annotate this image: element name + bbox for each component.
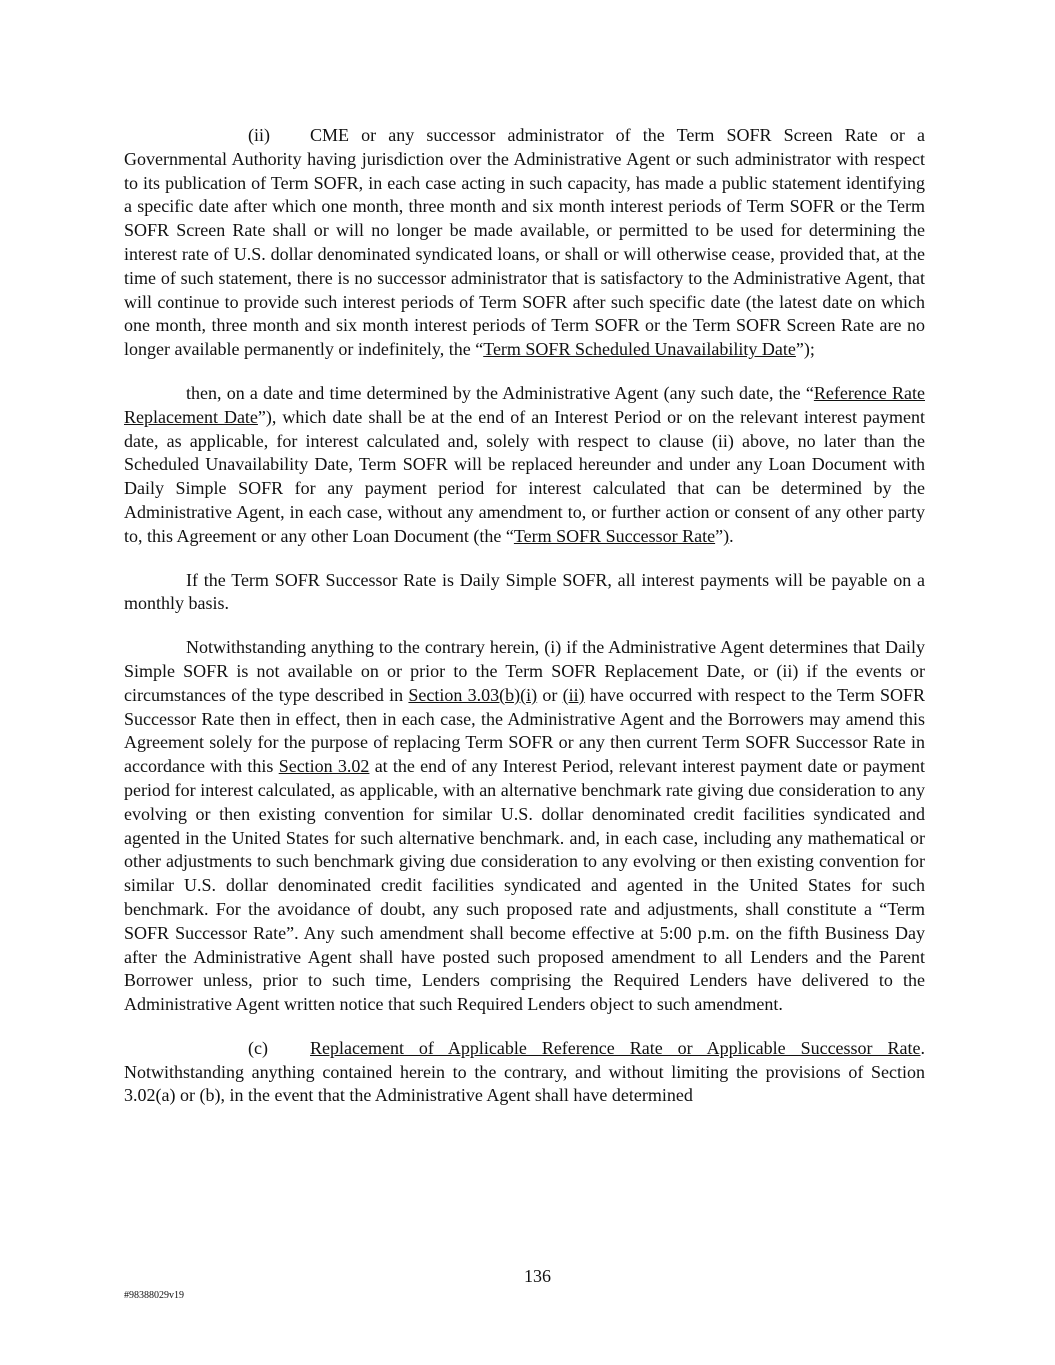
defined-term-term-sofr-successor-rate: Term SOFR Successor Rate: [513, 525, 716, 546]
paragraph-ii-text-1: CME or any successor administrator of the Term SOFR Screen Rate or a Governmental Authority having jurisdiction over the Administrative Agent or such administrator with respect to its publication of Term SOFR, in each case acting in such capacity, has made a public statement identifying a specific date after which one month, three month and six month interest periods of Term SOFR or the Term SOFR Screen Rate shall or will no longer be made available, or permitted to be used for determining the interest rate of U.S. dollar denominated syndicated loans, or shall or will otherwise cease, provided that, at the time of such statement, there is no successor administrator that is satisfactory to the Administrative Agent, that will continue to provide such interest periods of Term SOFR after such specific date (the latest date on which one month, three month and six month interest periods of Term SOFR or the Term SOFR Screen Rate are no longer available permanently or indefinitely, the “: [124, 125, 925, 360]
paragraph-then-text-4: .: [729, 525, 734, 546]
document-page: [124, 124, 925, 1128]
paragraph-ii-text-2: ”);: [795, 339, 815, 360]
paragraph-then-closing-paren: ): [723, 525, 730, 546]
paragraph-monthly: [124, 569, 925, 617]
clause-label-ii: (ii): [248, 125, 270, 145]
paragraph-then-text-1: then, on a date and time determined by the Administrative Agent (any such date, the “: [186, 382, 814, 403]
page-number: 136: [524, 1266, 551, 1286]
paragraph-notwithstanding: [124, 636, 925, 1017]
section-heading-replacement: Replacement of Applicable Reference Rate or Applicable Successor Rate: [310, 1037, 921, 1058]
clause-label-c: (c): [248, 1037, 268, 1058]
document-id: #98388029v19: [124, 1290, 184, 1301]
defined-term-reference-rate-replacement-date: Reference Rate Replacement Date: [124, 382, 925, 427]
paragraph-notwithstanding-text-1: Notwithstanding anything to the contrary herein, (i) if the Administrative Agent determines that Daily Simple SOFR is not available on or prior to the Term SOFR Replacement Date, or (ii) if the events or circumstances of the type described in: [124, 637, 925, 705]
paragraph-notwithstanding-text-2: or: [537, 684, 563, 705]
defined-term-scheduled-unavailability-date: Term SOFR Scheduled Unavailability Date: [483, 339, 796, 360]
paragraph-monthly-text: If the Term SOFR Successor Rate is Daily Simple SOFR, all interest payments will be payable on a monthly basis.: [124, 569, 925, 614]
paragraph-then-text-3: ”: [715, 525, 724, 546]
paragraph-notwithstanding-text-3: have occurred with respect to the Term SOFR Successor Rate then in effect, then in each case, the Administrative Agent and the Borrowers may amend this Agreement solely for the purpose of replacing Term SOFR or any then current Term SOFR Successor Rate in accordance with this: [124, 684, 925, 777]
paragraph-ii: [124, 124, 925, 362]
paragraph-c: [124, 1037, 925, 1108]
paragraph-notwithstanding-text-4: at the end of any Interest Period, relevant interest payment date or payment period for interest calculated, as applicable, with an alternative benchmark rate giving due consideration to any evolving or then existing convention for similar U.S. dollar denominated credit facilities syndicated and agented in the United States for such alternative benchmark. and, in each case, including any mathematical or other adjustments to such benchmark giving due consideration to any evolving or then existing convention for similar U.S. dollar denominated credit facilities syndicated and agented in the United States for such benchmark. For the avoidance of doubt, any such proposed rate and adjustments, shall constitute a “Term SOFR Successor Rate”. Any such amendment shall become effective at 5:00 p.m. on the fifth Business Day after the Administrative Agent shall have posted such proposed amendment to all Lenders and the Parent Borrower unless, prior to such time, Lenders comprising the Required Lenders have delivered to the Administrative Agent written notice that such Required Lenders object to such amendment.: [124, 756, 925, 1015]
paragraph-then-text-2: ”), which date shall be at the end of an Interest Period or on the relevant interest payment date, as applicable, for interest calculated and, solely with respect to clause (ii) above, no later than the Scheduled Unavailability Date, Term SOFR will be replaced hereunder and under any Loan Document with Daily Simple SOFR for any payment period for interest calculated that can be determined by the Administrative Agent, in each case, without any amendment to, or further action or consent of any other party to, this Agreement or any other Loan Document (the “: [124, 406, 925, 546]
paragraph-then: [124, 382, 925, 549]
cross-reference-section-3-02: Section 3.02: [278, 756, 370, 777]
cross-reference-ii: (ii): [562, 684, 585, 705]
paragraph-c-text-1: . Notwithstanding anything contained herein to the contrary, and without limiting the provisions of Section 3.02(a) or (b), in the event that the Administrative Agent shall have determined: [124, 1037, 925, 1106]
cross-reference-section-3-03-b-i: Section 3.03(b)(i): [408, 684, 538, 705]
